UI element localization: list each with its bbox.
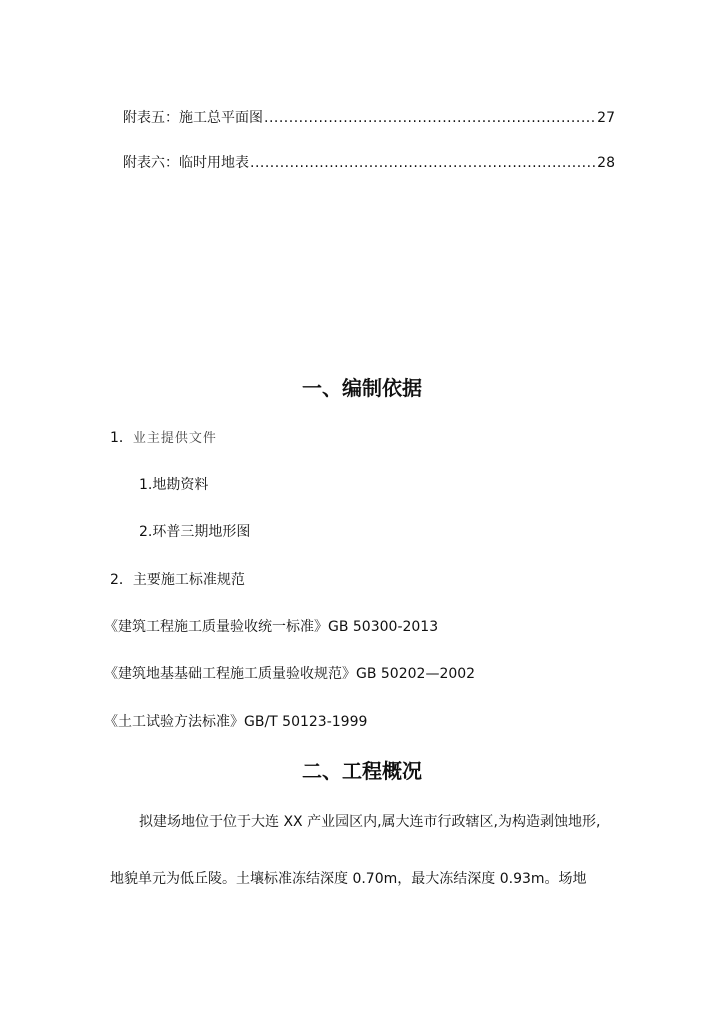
section-heading: 二、工程概况: [302, 759, 422, 783]
list-item: [110, 428, 217, 449]
toc-leader-dots: [264, 108, 596, 128]
standard-reference: 《建筑工程施工质量验收统一标准》GB 50300-2013: [104, 619, 439, 635]
toc-entry-label: 附表六：临时用地表: [123, 155, 249, 171]
toc-entry-label: 附表五：施工总平面图: [123, 110, 263, 126]
toc-leader-dots: [250, 153, 596, 173]
section-heading: 一、编制依据: [302, 376, 422, 400]
toc-entry: [123, 108, 615, 128]
list-label: 业主提供文件: [132, 431, 217, 446]
standard-reference: 《建筑地基基础工程施工质量验收规范》GB 50202—2002: [104, 666, 476, 682]
standard-reference: 《土工试验方法标准》GB/T 50123-1999: [104, 714, 368, 730]
sub-list-item: 2.环普三期地形图: [139, 524, 251, 540]
toc-entry-page: 28: [597, 155, 615, 171]
toc-entry: [123, 153, 615, 173]
paragraph-line: 拟建场地位于位于大连 XX 产业园区内,属大连市行政辖区,为构造剥蚀地形,: [139, 814, 601, 830]
list-number: 2．: [110, 572, 133, 588]
list-number: 1．: [110, 430, 133, 446]
toc-entry-page: 27: [597, 110, 615, 126]
list-item: [110, 570, 245, 590]
sub-list-item: 1.地勘资料: [139, 477, 209, 493]
paragraph-line: 地貌单元为低丘陵。土壤标准冻结深度 0.70m，最大冻结深度 0.93m。场地: [110, 871, 587, 887]
list-label: 主要施工标准规范: [132, 572, 245, 588]
